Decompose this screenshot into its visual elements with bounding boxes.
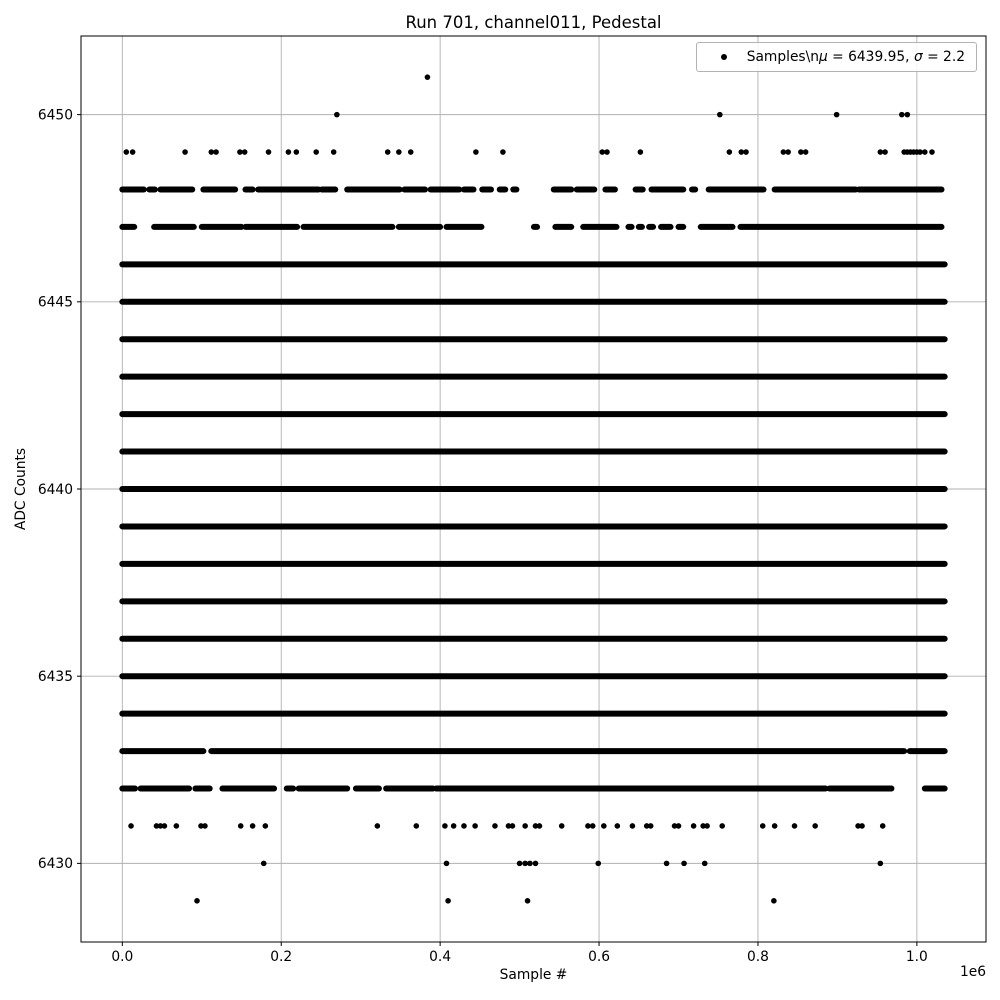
scatter-point-adc-6431 [630,823,636,829]
scatter-point-adc-6431 [238,823,244,829]
scatter-point-adc-6431 [812,823,818,829]
scatter-point-adc-6431 [648,823,654,829]
scatter-point-adc-6431 [585,823,591,829]
scatter-point-adc-6430 [444,861,450,867]
scatter-point-adc-6430 [595,861,601,867]
scatter-point-adc-6430 [517,861,523,867]
scatter-point-adc-6431 [451,823,457,829]
scatter-point-adc-6430 [533,861,539,867]
scatter-point-adc-6449 [604,149,610,155]
scatter-point-adc-6449 [878,149,884,155]
scatter-point-adc-6449 [266,149,272,155]
scatter-point-adc-6431 [760,823,766,829]
scatter-point-adc-6449 [803,149,809,155]
scatter-point-adc-6429 [771,898,777,904]
scatter-point-adc-6450 [834,112,840,118]
x-tick-label: 0.2 [270,949,293,965]
scatter-point-adc-6431 [442,823,448,829]
scatter-point-adc-6449 [781,149,787,155]
scatter-point-adc-6449 [638,149,644,155]
scatter-point-adc-6431 [492,823,498,829]
scatter-point-adc-6449 [917,149,923,155]
scatter-point-adc-6429 [525,898,531,904]
scatter-point-adc-6449 [182,149,188,155]
y-tick-label: 6440 [37,481,73,498]
scatter-point-adc-6431 [792,823,798,829]
scatter-point-adc-6449 [313,149,319,155]
scatter-point-adc-6431 [590,823,596,829]
legend-label [747,49,965,65]
scatter-point-adc-6449 [130,149,136,155]
scatter-point-adc-6431 [472,823,478,829]
scatter-point-adc-6430 [702,861,708,867]
xaxis-label: Sample # [499,967,568,983]
scatter-point-adc-6449 [738,149,744,155]
scatter-point-adc-6449 [385,149,391,155]
x-tick-label: 0.8 [746,949,769,965]
x-tick-label: 1.0 [905,949,928,965]
scatter-point-adc-6431 [601,823,607,829]
y-tick-label: 6445 [37,294,73,311]
x-tick-label: 0.6 [588,949,611,965]
scatter-point-adc-6430 [681,861,687,867]
legend-marker-dot-icon [710,54,738,60]
scatter-point-adc-6431 [174,823,180,829]
scatter-point-adc-6431 [128,823,134,829]
scatter-point-adc-6430 [261,861,267,867]
scatter-point-adc-6449 [237,149,243,155]
scatter-point-adc-6449 [882,149,888,155]
scatter-point-adc-6450 [334,112,340,118]
scatter-point-adc-6449 [785,149,791,155]
scatter-point-adc-6431 [522,823,528,829]
scatter-point-adc-6449 [798,149,804,155]
legend-label-mid: = 6439.95, [827,49,914,65]
scatter-point-adc-6449 [213,149,219,155]
scatter-point-adc-6430 [527,861,533,867]
scatter-point-adc-6431 [676,823,682,829]
y-tick-label: 6430 [37,856,73,873]
scatter-point-adc-6431 [202,823,208,829]
scatter-point-adc-6431 [250,823,256,829]
x-tick-label: 0.4 [429,949,452,965]
scatter-point-adc-6431 [537,823,543,829]
scatter-point-adc-6449 [396,149,402,155]
scatter-point-adc-6450 [905,112,911,118]
scatter-point-adc-6449 [331,149,337,155]
scatter-point-adc-6431 [880,823,886,829]
scatter-point-adc-6449 [500,149,506,155]
x-tick-label: 0.0 [111,949,134,965]
scatter-point-adc-6431 [615,823,621,829]
legend-label-prefix: Samples\n [746,49,820,65]
scatter-point-adc-6449 [123,149,129,155]
scatter-point-adc-6431 [719,823,725,829]
legend-mu-symbol: μ [819,49,828,65]
chart-title: Run 701, channel011, Pedestal [405,13,662,32]
scatter-point-adc-6431 [375,823,381,829]
legend-sigma-symbol: σ [913,49,923,65]
y-tick-label: 6435 [37,668,73,685]
legend [696,42,977,72]
scatter-point-adc-6449 [743,149,749,155]
scatter-point-adc-6431 [559,823,565,829]
scatter-point-adc-6449 [286,149,292,155]
scatter-point-adc-6431 [704,823,710,829]
scatter-point-adc-6431 [772,823,778,829]
scatter-point-adc-6430 [522,861,528,867]
scatter-point-adc-6449 [209,149,215,155]
scatter-point-adc-6449 [408,149,414,155]
scatter-point-adc-6430 [664,861,670,867]
legend-label-suffix: = 2.2 [922,49,965,65]
scatter-point-adc-6431 [162,823,168,829]
scatter-point-adc-6449 [473,149,479,155]
scatter-point-adc-6431 [859,823,865,829]
scatter-point-adc-6450 [899,112,905,118]
yaxis-label: ADC Counts [13,447,29,531]
scatter-point-adc-6429 [445,898,451,904]
scatter-point-adc-6449 [922,149,928,155]
scatter-point-adc-6430 [878,861,884,867]
y-tick-label: 6450 [37,107,73,124]
scatter-point-adc-6451 [425,74,431,80]
scatter-point-adc-6431 [414,823,420,829]
scatter-point-adc-6449 [929,149,935,155]
scatter-point-adc-6449 [242,149,248,155]
scatter-point-adc-6431 [691,823,697,829]
xaxis-offset-label: 1e6 [959,964,986,980]
scatter-point-adc-6431 [263,823,269,829]
scatter-point-adc-6429 [194,898,200,904]
scatter-point-adc-6450 [717,112,723,118]
scatter-point-adc-6449 [294,149,300,155]
scatter-point-adc-6431 [461,823,467,829]
scatter-point-adc-6449 [599,149,605,155]
scatter-point-adc-6431 [510,823,516,829]
scatter-point-adc-6449 [727,149,733,155]
